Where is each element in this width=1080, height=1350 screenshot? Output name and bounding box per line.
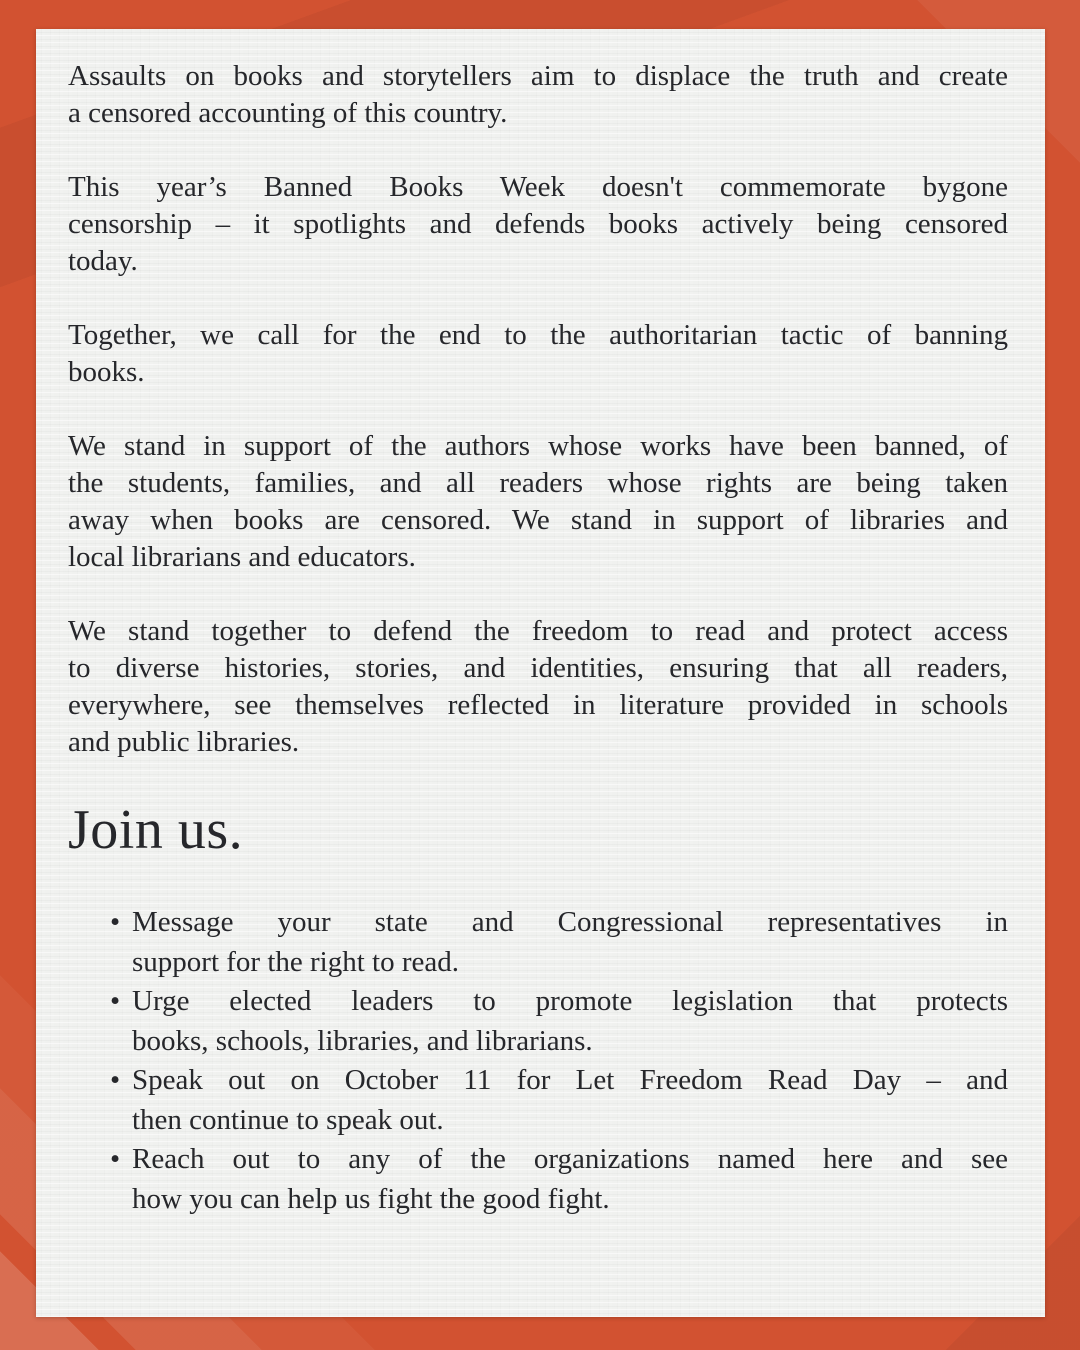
action-item [68, 982, 1008, 1061]
text-line: a censored accounting of this country. [68, 97, 508, 129]
text-line: • Reach out to any of the organizations named here and see [132, 1143, 1008, 1175]
text-line: • Urge elected leaders to promote legislation that protects [132, 985, 1008, 1017]
text-line: books, schools, libraries, and librarians. [132, 1024, 593, 1057]
action-item [68, 903, 1008, 982]
text-line: to diverse histories, stories, and identities, ensuring that all readers, [68, 652, 1008, 684]
text-line: censorship – it spotlights and defends books actively being censored [68, 208, 1008, 240]
text-line: away when books are censored. We stand in support of libraries and [68, 504, 1008, 536]
paragraph [68, 58, 1008, 132]
paragraph [68, 613, 1008, 761]
text-line: Assaults on books and storytellers aim to displace the truth and create [68, 60, 1008, 92]
action-item [68, 1140, 1008, 1219]
paragraph [68, 317, 1008, 391]
text-line: local librarians and educators. [68, 541, 416, 573]
paragraph [68, 428, 1008, 576]
text-line: and public libraries. [68, 726, 300, 758]
text-line: We stand in support of the authors whose works have been banned, of [68, 430, 1008, 462]
action-list [68, 903, 1008, 1219]
text-line: how you can help us fight the good fight. [132, 1182, 610, 1215]
text-line: Together, we call for the end to the authoritarian tactic of banning [68, 319, 1008, 351]
paragraph [68, 169, 1008, 280]
text-line: everywhere, see themselves reflected in literature provided in schools [68, 689, 1008, 721]
text-line: then continue to speak out. [132, 1103, 444, 1136]
body-text [68, 58, 1008, 761]
text-line: today. [68, 245, 138, 277]
text-line: the students, families, and all readers whose rights are being taken [68, 467, 1008, 499]
text-line: We stand together to defend the freedom to read and protect access [68, 615, 1008, 647]
join-us-heading: Join us. [68, 799, 244, 861]
text-line: • Speak out on October 11 for Let Freedom Read Day – and [132, 1064, 1008, 1096]
paper-card [36, 29, 1045, 1317]
text-line: support for the right to read. [132, 945, 459, 978]
poster-content [36, 29, 1045, 1219]
action-item [68, 1061, 1008, 1140]
text-line: This year’s Banned Books Week doesn't commemorate bygone [68, 171, 1008, 203]
text-line: books. [68, 356, 145, 388]
text-line: • Message your state and Congressional representatives in [132, 906, 1008, 938]
